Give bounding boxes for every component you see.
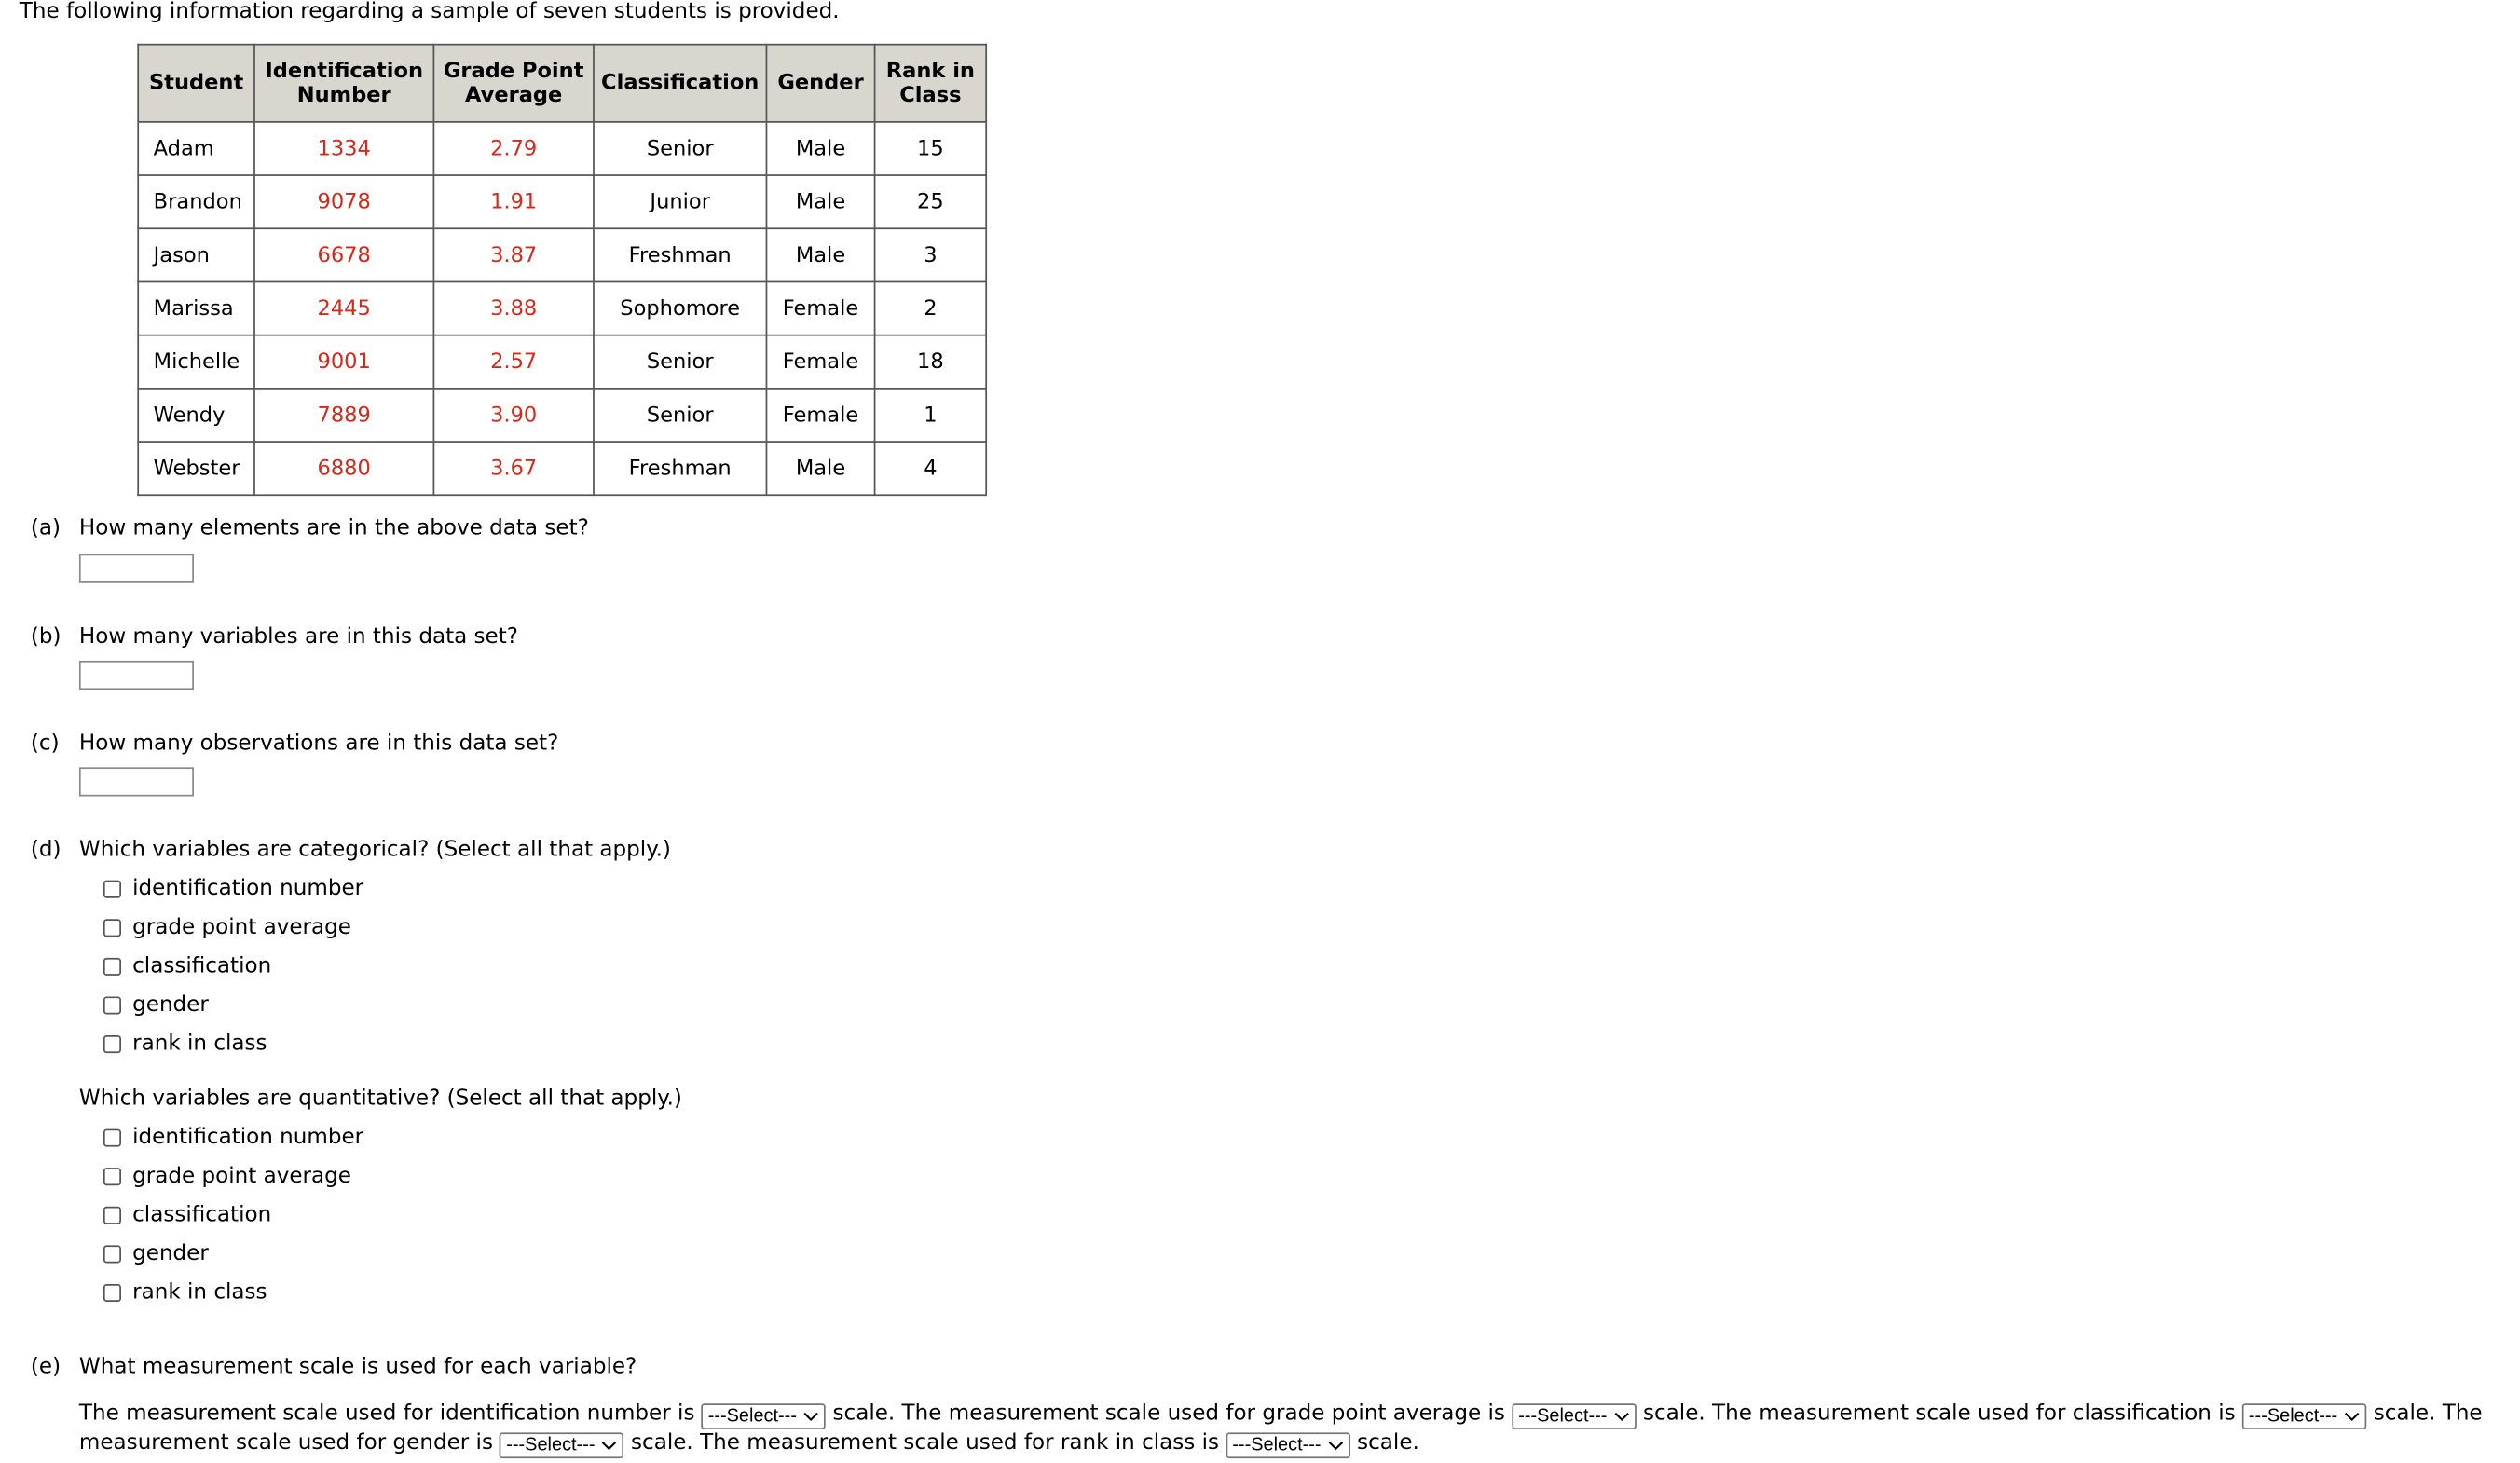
cell-classification: Freshman: [594, 228, 766, 281]
question-label: (d): [30, 838, 62, 863]
cell-student: Webster: [138, 442, 254, 495]
cell-grade-point-average: 3.90: [433, 389, 594, 442]
cell-rank-in-class: 4: [875, 442, 987, 495]
header-identification-number: [254, 45, 433, 122]
header-line: Student: [148, 71, 244, 96]
select-value: ---Select---: [1232, 1435, 1322, 1456]
checkbox-option[interactable]: [103, 908, 363, 947]
checkbox[interactable]: [103, 1128, 121, 1146]
cell-gender: Male: [766, 175, 874, 228]
chevron-down-icon: [803, 1410, 819, 1423]
question-d: [31, 839, 671, 865]
table-row: [138, 228, 986, 281]
cell-gender: Female: [766, 335, 874, 389]
table-row: [138, 442, 986, 495]
sentence-part: scale. The measurement scale used for gender is: [78, 1401, 2483, 1456]
checkbox[interactable]: [103, 918, 121, 936]
checkbox[interactable]: [103, 1245, 121, 1263]
quantitative-options: [103, 1117, 363, 1311]
cell-student: Brandon: [138, 175, 254, 228]
question-a: [31, 517, 589, 543]
header-line: Classification: [601, 71, 760, 96]
header-line: Average: [465, 83, 563, 108]
cell-identification-number: 9078: [254, 175, 433, 228]
checkbox[interactable]: [103, 996, 121, 1014]
checkbox[interactable]: [103, 957, 121, 975]
chevron-down-icon: [601, 1439, 617, 1452]
question-text: How many observations are in this data set?: [78, 732, 559, 757]
sentence-part: scale.: [1357, 1430, 1419, 1456]
cell-rank-in-class: 18: [875, 335, 987, 389]
checkbox-label: identification number: [132, 876, 364, 901]
variables-count-input[interactable]: [79, 661, 194, 690]
cell-rank-in-class: 15: [875, 122, 987, 175]
header-line: Gender: [777, 71, 864, 96]
cell-identification-number: 2445: [254, 281, 433, 335]
select-value: ---Select---: [506, 1435, 596, 1456]
cell-identification-number: 6880: [254, 442, 433, 495]
question-text: Which variables are quantitative? (Select all that apply.): [78, 1087, 682, 1112]
question-text: How many variables are in this data set?: [78, 624, 519, 649]
cell-grade-point-average: 3.88: [433, 281, 594, 335]
checkbox-label: classification: [132, 953, 272, 978]
cell-student: Wendy: [138, 389, 254, 442]
question-c: [31, 732, 558, 758]
checkbox-label: identification number: [132, 1125, 364, 1150]
checkbox[interactable]: [103, 880, 121, 897]
intro-text: The following information regarding a sample of seven students is provided.: [19, 0, 840, 24]
header-student: [138, 45, 254, 122]
checkbox[interactable]: [103, 1167, 121, 1184]
sentence-part: The measurement scale used for identification number is: [78, 1401, 695, 1427]
cell-classification: Senior: [594, 389, 766, 442]
observations-count-input[interactable]: [79, 767, 194, 796]
checkbox-option[interactable]: [103, 869, 363, 909]
select-value: ---Select---: [707, 1406, 797, 1427]
question-text: What measurement scale is used for each variable?: [78, 1355, 637, 1380]
cell-gender: Male: [766, 122, 874, 175]
header-line: Rank in: [885, 59, 975, 84]
chevron-down-icon: [1613, 1410, 1629, 1423]
cell-student: Marissa: [138, 281, 254, 335]
grade-point-average-scale-select[interactable]: [1512, 1403, 1636, 1429]
checkbox-label: gender: [132, 992, 209, 1018]
cell-grade-point-average: 3.67: [433, 442, 594, 495]
cell-identification-number: 1334: [254, 122, 433, 175]
identification-number-scale-select[interactable]: [702, 1403, 826, 1429]
checkbox[interactable]: [103, 1283, 121, 1301]
table-row: [138, 281, 986, 335]
checkbox-option[interactable]: [103, 1273, 363, 1312]
header-rank-in-class: [875, 45, 987, 122]
question-text: How many elements are in the above data set?: [78, 516, 589, 541]
sentence-part: scale. The measurement scale used for classification is: [1642, 1401, 2236, 1427]
question-label: (b): [30, 624, 62, 649]
checkbox-option[interactable]: [103, 1234, 363, 1273]
cell-classification: Junior: [594, 175, 766, 228]
header-line: Number: [296, 83, 391, 108]
question-b: [31, 625, 518, 651]
cell-rank-in-class: 2: [875, 281, 987, 335]
question-label: (e): [30, 1355, 62, 1380]
question-e: [31, 1355, 637, 1381]
checkbox-option[interactable]: [103, 1117, 363, 1156]
table-row: [138, 389, 986, 442]
table-header-row: [138, 45, 986, 122]
cell-student: Michelle: [138, 335, 254, 389]
cell-classification: Freshman: [594, 442, 766, 495]
checkbox-label: rank in class: [132, 1279, 267, 1305]
measurement-scale-paragraph: [79, 1401, 2512, 1458]
sentence-part: scale. The measurement scale used for grade point average is: [832, 1401, 1505, 1427]
rank-in-class-scale-select[interactable]: [1226, 1432, 1349, 1458]
cell-rank-in-class: 25: [875, 175, 987, 228]
question-d-quantitative: [79, 1087, 682, 1114]
cell-rank-in-class: 1: [875, 389, 987, 442]
sentence-part: scale. The measurement scale used for rank in class is: [631, 1430, 1220, 1456]
cell-identification-number: 9001: [254, 335, 433, 389]
cell-rank-in-class: 3: [875, 228, 987, 281]
table-row: [138, 335, 986, 389]
table-row: [138, 175, 986, 228]
checkbox-label: gender: [132, 1241, 209, 1266]
question-label: (c): [30, 732, 60, 757]
cell-classification: Senior: [594, 335, 766, 389]
checkbox-label: grade point average: [132, 914, 351, 939]
cell-student: Adam: [138, 122, 254, 175]
cell-classification: Senior: [594, 122, 766, 175]
checkbox-label: classification: [132, 1202, 272, 1227]
cell-grade-point-average: 2.79: [433, 122, 594, 175]
chevron-down-icon: [1328, 1439, 1344, 1452]
cell-grade-point-average: 3.87: [433, 228, 594, 281]
checkbox-option[interactable]: [103, 947, 363, 986]
select-value: ---Select---: [2248, 1406, 2338, 1427]
checkbox-label: rank in class: [132, 1031, 267, 1056]
cell-student: Jason: [138, 228, 254, 281]
checkbox-label: grade point average: [132, 1163, 351, 1188]
chevron-down-icon: [2344, 1410, 2360, 1423]
checkbox-option[interactable]: [103, 1024, 363, 1063]
select-value: ---Select---: [1518, 1406, 1608, 1427]
header-line: Identification: [265, 59, 423, 84]
cell-grade-point-average: 1.91: [433, 175, 594, 228]
checkbox[interactable]: [103, 1206, 121, 1224]
students-table: [137, 44, 987, 496]
header-gender: [766, 45, 874, 122]
classification-scale-select[interactable]: [2242, 1403, 2366, 1429]
checkbox-option[interactable]: [103, 1156, 363, 1196]
categorical-options: [103, 869, 363, 1063]
cell-grade-point-average: 2.57: [433, 335, 594, 389]
question-label: (a): [30, 516, 62, 541]
header-line: Grade Point: [443, 59, 584, 84]
gender-scale-select[interactable]: [500, 1432, 623, 1458]
cell-gender: Male: [766, 228, 874, 281]
cell-identification-number: 6678: [254, 228, 433, 281]
elements-count-input[interactable]: [79, 554, 194, 583]
checkbox-option[interactable]: [103, 1196, 363, 1235]
header-classification: [594, 45, 766, 122]
header-line: Class: [899, 83, 962, 108]
header-grade-point-average: [433, 45, 594, 122]
cell-gender: Male: [766, 442, 874, 495]
question-text: Which variables are categorical? (Select all that apply.): [78, 838, 671, 863]
cell-gender: Female: [766, 281, 874, 335]
checkbox[interactable]: [103, 1034, 121, 1052]
cell-identification-number: 7889: [254, 389, 433, 442]
table-row: [138, 122, 986, 175]
cell-gender: Female: [766, 389, 874, 442]
checkbox-option[interactable]: [103, 985, 363, 1024]
cell-classification: Sophomore: [594, 281, 766, 335]
